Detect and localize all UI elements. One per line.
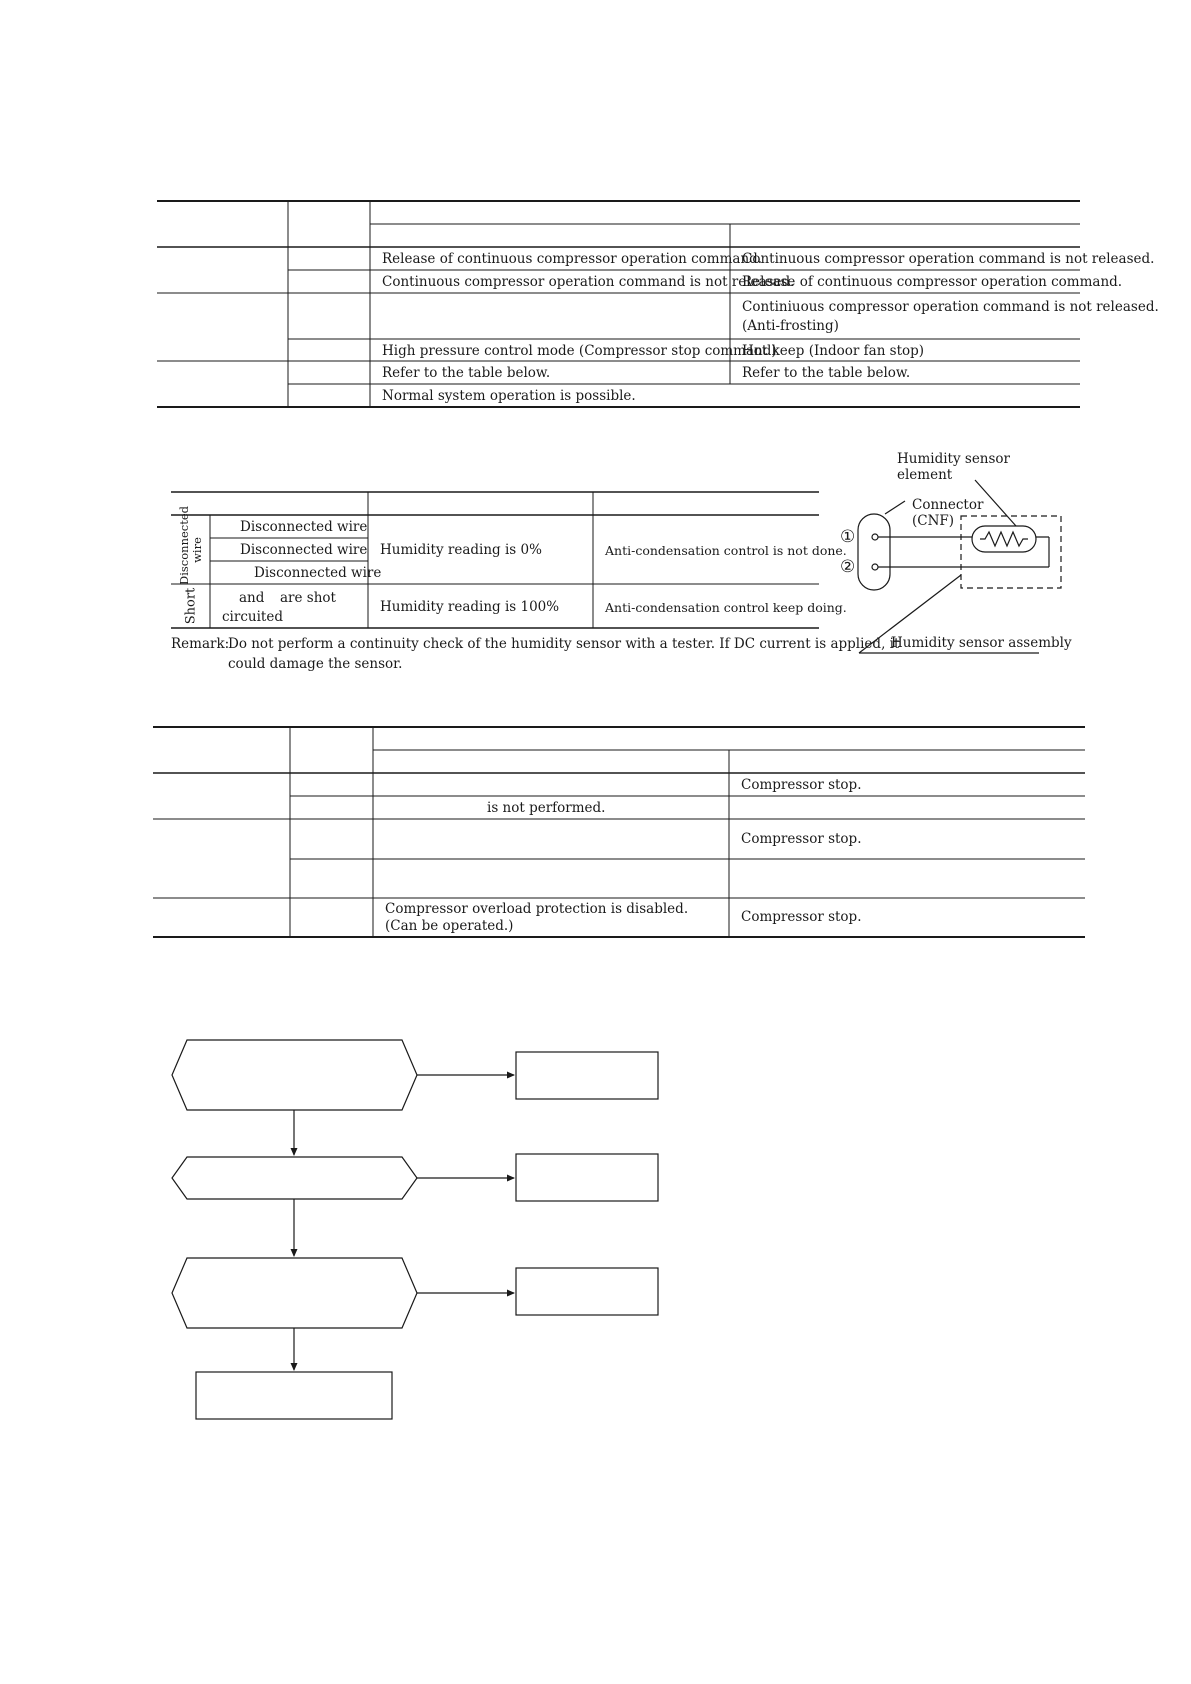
open-reading: Humidity reading is 0%	[380, 542, 542, 558]
wire-row-3: Disconnected wire	[254, 565, 382, 581]
flow-end-box	[196, 1372, 392, 1419]
connector-label-1: Connector	[912, 497, 984, 513]
table2-row1-col2: Compressor stop.	[741, 777, 862, 793]
disconnected-wire-group-label	[173, 505, 209, 585]
wire-row-2: Disconnected wire	[240, 542, 368, 558]
element-label-2: element	[897, 467, 953, 483]
remark-line-2: could damage the sensor.	[228, 656, 403, 672]
short-reading: Humidity reading is 100%	[380, 599, 560, 615]
flow-result-box-1	[516, 1052, 658, 1099]
table1-row3-col2-line1: Continiuous compressor operation command is not released.	[742, 299, 1159, 315]
table2-row5-col1-line2: (Can be operated.)	[385, 918, 514, 934]
connector-label-2: (CNF)	[912, 513, 955, 529]
table2-row3-col2: Compressor stop.	[741, 831, 862, 847]
table2-row5-col2: Compressor stop.	[741, 909, 862, 925]
remark-line-1: Do not perform a continuity check of the humidity sensor with a tester. If DC current is applied, it	[228, 636, 900, 652]
short-control: Anti-condensation control keep doing.	[605, 600, 847, 615]
assembly-label: Humidity sensor assembly	[891, 635, 1072, 651]
flow-result-box-3	[516, 1268, 658, 1315]
table2-row5-col1-line1: Compressor overload protection is disabled.	[385, 901, 689, 917]
table1-row6-col1: Normal system operation is possible.	[382, 388, 636, 404]
flowchart	[172, 1040, 658, 1419]
table1-row5-col2: Refer to the table below.	[742, 365, 911, 381]
table1-row3-col2-line2: (Anti-frosting)	[742, 318, 839, 334]
pin-2-label: ②	[840, 557, 856, 577]
table1-row2-col2: Release of continuous compressor operation command.	[742, 274, 1123, 290]
table1-row4-col1: High pressure control mode (Compressor stop command)	[382, 343, 777, 359]
short-circuited: circuited	[222, 609, 283, 625]
flow-decision-2	[172, 1157, 417, 1199]
flow-decision-1	[172, 1040, 417, 1110]
table1-row1-col1: Release of continuous compressor operation command.	[382, 251, 763, 267]
open-control: Anti-condensation control is not done.	[605, 543, 847, 558]
wire-label: wire	[190, 536, 204, 563]
table1-row1-col2: Continuous compressor operation command is not released.	[742, 251, 1155, 267]
wire-row-1: Disconnected wire	[240, 519, 368, 535]
table1-row2-col1: Continuous compressor operation command is not released.	[382, 274, 795, 290]
short-label: Short	[183, 587, 199, 625]
disconnected-label: Disconnected	[177, 505, 191, 585]
pin-1-label: ①	[840, 527, 856, 547]
remark-label: Remark:	[171, 636, 230, 652]
flow-result-box-2	[516, 1154, 658, 1201]
short-are-shot: are shot	[280, 590, 336, 606]
short-group-label	[173, 585, 209, 627]
table1-row4-col2: Hot keep (Indoor fan stop)	[742, 343, 925, 359]
flow-decision-3	[172, 1258, 417, 1328]
table2-row2-col1: is not performed.	[487, 800, 606, 816]
element-label-1: Humidity sensor	[897, 451, 1011, 467]
short-and: and	[239, 590, 265, 606]
table1-row5-col1: Refer to the table below.	[382, 365, 551, 381]
